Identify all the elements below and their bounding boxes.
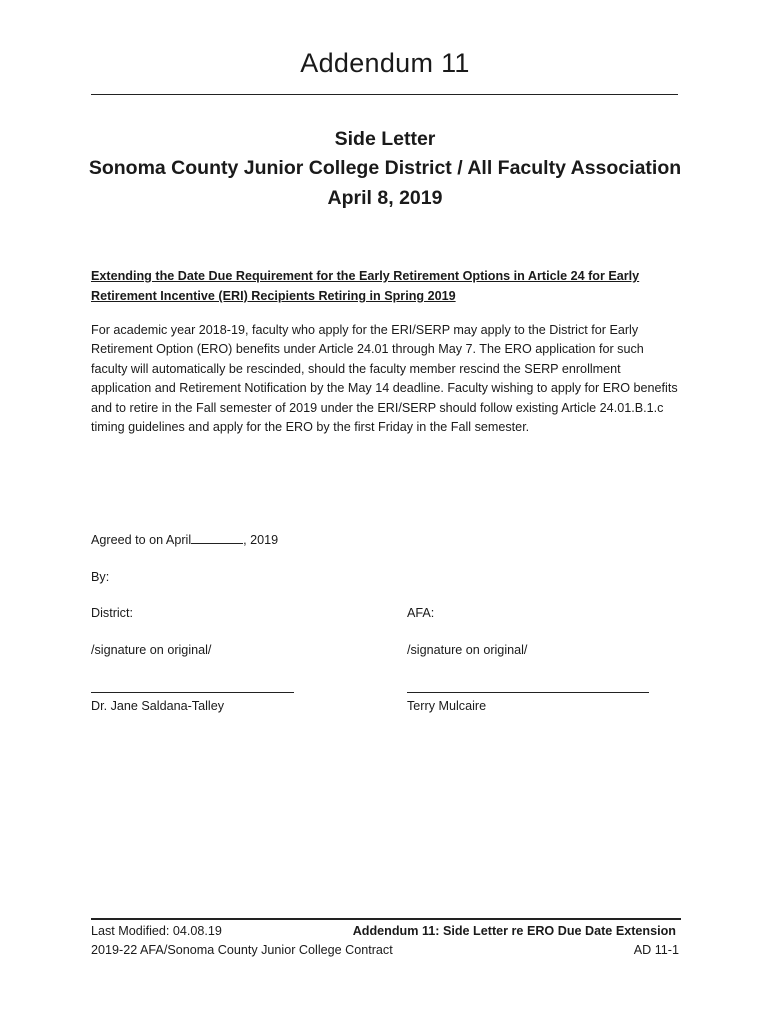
footer-last-modified: Last Modified: 04.08.19: [91, 924, 222, 938]
afa-label: AFA:: [407, 606, 435, 620]
body-paragraph: For academic year 2018-19, faculty who apply for the ERI/SERP may apply to the District for Early Retirement Option (ERO) benefits under Article 24.01 through May 7. The ERO application for such faculty will automatically be rescinded, should the faculty member rescind the SERP enrollment application and Retirement Notification by the May 14 deadline. Faculty wishing to apply for ERO benefits and to retire in the Fall semester of 2019 under the ERI/SERP should follow existing Article 24.01.B.1.c timing guidelines and apply for the ERO by the first Friday in the Fall semester.: [91, 323, 678, 435]
footer-contract: 2019-22 AFA/Sonoma County Junior College Contract: [91, 943, 393, 957]
afa-signature: /signature on original/: [407, 643, 528, 657]
district-signature: /signature on original/: [91, 643, 212, 657]
heading-date: April 8, 2019: [327, 187, 443, 209]
agreement-prefix: Agreed to on April: [91, 533, 192, 547]
by-label: By:: [91, 570, 110, 584]
district-signature-line: [91, 692, 294, 693]
district-signatory-name: Dr. Jane Saldana-Talley: [91, 699, 225, 713]
afa-signatory-name: Terry Mulcaire: [407, 699, 487, 713]
subject-heading: Extending the Date Due Requirement for the Early Retirement Options in Article 24 for Early Retirement Incentive (ERI) Recipients Retiring in Spring 2019: [91, 269, 640, 303]
afa-signature-line: [407, 692, 649, 693]
title-divider: [91, 94, 678, 95]
footer-divider: [91, 918, 681, 920]
agreement-date-blank: [191, 531, 243, 544]
heading-parties: Sonoma County Junior College District / All Faculty Association: [88, 157, 682, 179]
heading-side-letter: Side Letter: [334, 128, 436, 150]
footer-addendum-title: Addendum 11: Side Letter re ERO Due Date Extension: [352, 924, 676, 938]
footer-page-number: AD 11-1: [633, 943, 679, 957]
agreement-line: [91, 531, 278, 548]
district-label: District:: [91, 606, 133, 620]
page-title: Addendum 11: [300, 48, 470, 78]
agreement-suffix: , 2019: [243, 533, 279, 547]
